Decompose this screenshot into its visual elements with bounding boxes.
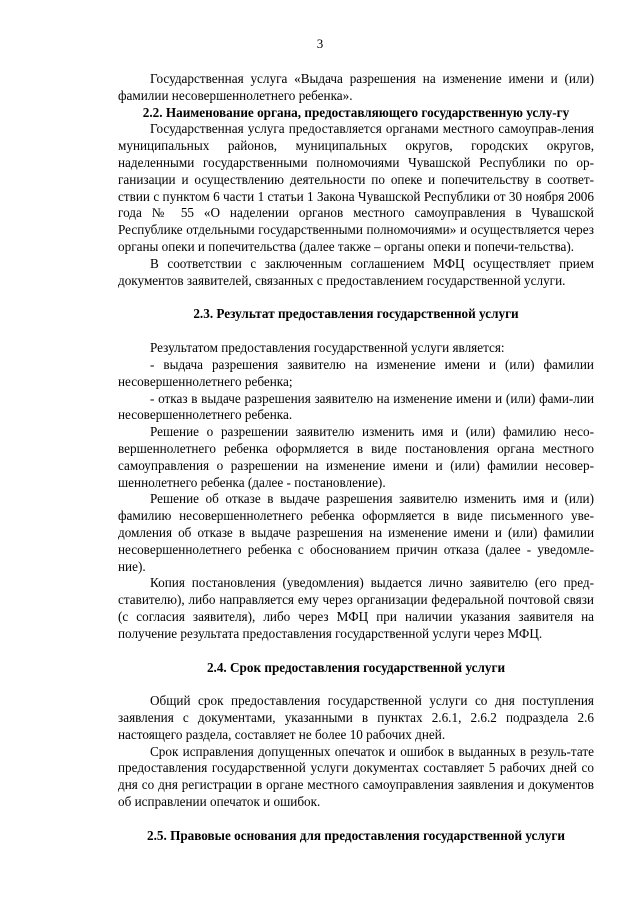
section-2-4-paragraph-2: Срок исправления допущенных опечаток и ошибок в выданных в резуль-тате предоставления государственной услуги документах составляет 5 рабочих дней со дня со дня регистрации в органе местного самоуправления заявления и документов об исправлении опечаток и ошибок. [118,743,594,810]
section-2-3-heading: 2.3. Результат предоставления государственной услуги [193,306,519,322]
document-body [118,71,594,845]
section-2-3-paragraph-1: Результатом предоставления государственной услуги является: [150,340,505,356]
section-2-3-list-item-2: - отказ в выдаче разрешения заявителю на изменение имени и (или) фами-лии несовершеннолетнего ребенка. [118,390,594,423]
section-2-4-heading: 2.4. Срок предоставления государственной услуги [206,659,506,675]
page-number: 3 [316,36,324,51]
section-2-2-paragraph-2: В соответствии с заключенным соглашением МФЦ осуществляет прием документов заявителей, связанных с предоставлением государственной услуги. [118,255,594,288]
section-2-2-heading: 2.2. Наименование органа, предоставляющего государственную услу-гу [142,104,570,120]
section-2-5-heading: 2.5. Правовые основания для предоставления государственной услуги [147,827,565,843]
section-2-3-paragraph-4: Копия постановления (уведомления) выдается лично заявителю (его пред-ставителю), либо направляется ему через организации федеральной почтовой связи (с согласия заявителя), либо через МФЦ при наличии указания заявителя на получение результата предоставления государственной услуги через МФЦ. [118,575,594,641]
intro-paragraph: Государственная услуга «Выдача разрешения на изменение имени и (или) фамилии несовершеннолетнего ребенка». [118,71,594,103]
section-2-3-list-item-1: - выдача разрешения заявителю на изменение имени и (или) фамилии несовершеннолетнего ребенка; [118,356,594,389]
section-2-2-paragraph-1: Государственная услуга предоставляется органами местного самоуправ-ления муниципальных районов, муниципальных округов, городских округов, наделенными государственными полномочиями Чувашской Республики по ор-ганизации и осуществлению деятельности по опеке и попечительству в соответ-ствии с пунктом 6 части 1 статьи 1 Закона Чувашской Республики от 30 ноября 2006 года № 55 «О наделении органов местного самоуправления в Чувашской Республике отдельными государственными полномочиями» и осуществляется через органы опеки и попечительства (далее также – органы опеки и попечи-тельства). [118,121,594,254]
section-2-3-paragraph-3: Решение об отказе в выдаче разрешения заявителю изменить имя и (или) фамилию несовершеннолетнего ребенка оформляется в виде письменного уве-домления об отказе в выдаче разрешения на изменение имени и (или) фамилии несовершеннолетнего ребенка с обоснованием причин отказа (далее - уведомле-ние). [118,491,594,574]
section-2-4-paragraph-1: Общий срок предоставления государственной услуги со дня поступления заявления с документами, указанными в пунктах 2.6.1, 2.6.2 подраздела 2.6 настоящего раздела, составляет не более 10 рабочих дней. [118,693,594,742]
section-2-3-paragraph-2: Решение о разрешении заявителю изменить имя и (или) фамилию несо-вершеннолетнего ребенка оформляется в виде постановления органа местного самоуправления о разрешении на изменение имени и (или) фамилии несовер-шеннолетнего ребенка (далее - постановление). [118,424,594,490]
